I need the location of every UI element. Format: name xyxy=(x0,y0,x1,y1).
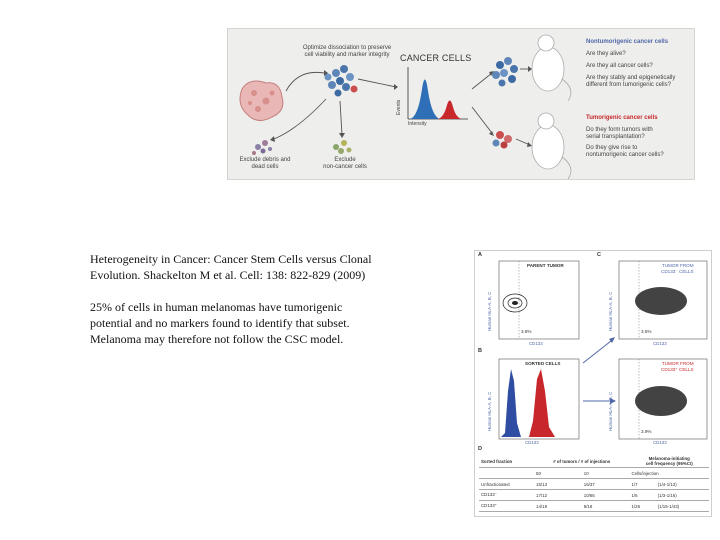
xlabel-c2: CD133 xyxy=(653,440,667,445)
exclude-debris-text: Exclude debris and dead cells xyxy=(239,157,291,170)
row-ci: (1/15-1/43) xyxy=(656,501,709,512)
caption-line-5: Melanoma may therefore not follow the CSC model. xyxy=(90,332,344,346)
debris-cells-icon xyxy=(252,140,272,155)
table-row xyxy=(479,479,709,490)
ylabel-c2: Human HLA-A, B, C xyxy=(608,391,613,431)
caption-line-4: potential and no markers found to identify that subset. xyxy=(90,316,350,330)
cancer-cell-workflow-figure xyxy=(227,28,695,180)
col-10-header: 10 xyxy=(582,468,630,479)
row-c10: 10/65 xyxy=(582,490,630,501)
row-freq: 1/7 xyxy=(629,479,655,490)
row-c50: 17/12 xyxy=(534,490,582,501)
xlabel-c1: CD133 xyxy=(653,341,667,346)
events-axis-label: Events xyxy=(396,99,402,115)
nontumorigenic-q2: Are they all cancer cells? xyxy=(586,63,653,69)
pct-a: 3.8% xyxy=(521,329,532,334)
tumor-frequency-table xyxy=(479,455,709,512)
tumorigenic-q2: Do they give rise to nontumorigenic cancer cells? xyxy=(586,145,664,158)
row-fraction: CD133⁺ xyxy=(479,501,534,512)
row-fraction: Unfractionated xyxy=(479,479,534,490)
sorted-cells-label: SORTED CELLS xyxy=(525,361,561,366)
ylabel-b: Human HLA-A, B, C xyxy=(487,391,492,431)
caption-line-1: Heterogeneity in Cancer: Cancer Stem Cells versus Clonal xyxy=(90,252,372,266)
nontumorigenic-title: Nontumorigenic cancer cells xyxy=(586,39,669,45)
col-freq-header: Melanoma-initiating cell frequency (95%CI) xyxy=(629,455,709,468)
panel-b-label: B xyxy=(478,348,482,354)
plot-c1-scatter xyxy=(635,287,687,315)
pct-c1: 3.5% xyxy=(641,329,652,334)
step-optimize-text: Optimize dissociation to preserve cell viability and marker integrity xyxy=(302,45,392,58)
tumorigenic-title: Tumorigenic cancer cells xyxy=(586,115,658,121)
panel-d-label: D xyxy=(478,446,482,452)
col-fraction-header: Sorted fraction xyxy=(479,455,534,468)
panel-arrows xyxy=(583,341,611,401)
col-50-header: 50 xyxy=(534,468,582,479)
plot-a-frame xyxy=(499,261,579,339)
row-ci: (1/4-1/13) xyxy=(656,479,709,490)
mouse-top-icon xyxy=(532,35,571,101)
panel-a-label: A xyxy=(478,252,482,258)
xlabel-b: CD133 xyxy=(525,440,539,445)
cancer-cells-title: CANCER CELLS xyxy=(400,53,472,63)
tumor-neg-label: TUMOR FROM CD133⁻ CELLS xyxy=(661,263,694,274)
dissociated-cells-icon xyxy=(325,65,358,97)
sorted-red-cells-icon xyxy=(493,131,513,149)
table-subtitle: Cells/injection xyxy=(629,468,709,479)
row-c50: 14/18 xyxy=(534,501,582,512)
flow-cytometry-figure xyxy=(474,250,712,517)
table-row xyxy=(479,490,709,501)
caption-line-2: Evolution. Shackelton M et al. Cell: 138: 822-829 (2009) xyxy=(90,268,366,282)
row-c10: 9/18 xyxy=(582,501,630,512)
tissue-sample-icon xyxy=(240,81,283,121)
row-freq: 1/26 xyxy=(629,501,655,512)
row-freq: 1/6 xyxy=(629,490,655,501)
exclude-noncancer-text: Exclude non-cancer cells xyxy=(323,157,367,170)
tumorigenic-q1: Do they form tumors with serial transplantation? xyxy=(586,127,653,140)
ylabel-c1: Human HLA-A, B, C xyxy=(608,291,613,331)
tumor-pos-label: TUMOR FROM CD133⁺ CELLS xyxy=(661,361,694,372)
nontumorigenic-q1: Are they alive? xyxy=(586,51,626,57)
xlabel-a: CD133 xyxy=(529,341,543,346)
row-c50: 15/13 xyxy=(534,479,582,490)
table-row xyxy=(479,501,709,512)
histogram-blue-peak xyxy=(410,79,440,119)
table-title: # of tumors / # of injections xyxy=(534,455,629,468)
mouse-bottom-icon xyxy=(532,113,571,179)
caption-line-3: 25% of cells in human melanomas have tumorigenic xyxy=(90,300,343,314)
pct-c2: 3.9% xyxy=(641,429,652,434)
intensity-axis-label: Intensity xyxy=(408,121,427,127)
ylabel-a: Human HLA-A, B, C xyxy=(487,291,492,331)
sorted-blue-cells-icon xyxy=(492,57,518,87)
plot-c2-scatter xyxy=(635,386,687,416)
row-ci: (1/3-1/16) xyxy=(656,490,709,501)
row-fraction: CD133⁻ xyxy=(479,490,534,501)
histogram-red-peak xyxy=(438,100,462,119)
noncancer-cells-icon xyxy=(333,140,352,154)
row-c10: 16/37 xyxy=(582,479,630,490)
parent-tumor-label: PARENT TUMOR xyxy=(527,263,564,268)
nontumorigenic-q3: Are they stably and epigenetically different from tumorigenic cells? xyxy=(586,75,676,88)
panel-c-label: C xyxy=(597,252,601,258)
